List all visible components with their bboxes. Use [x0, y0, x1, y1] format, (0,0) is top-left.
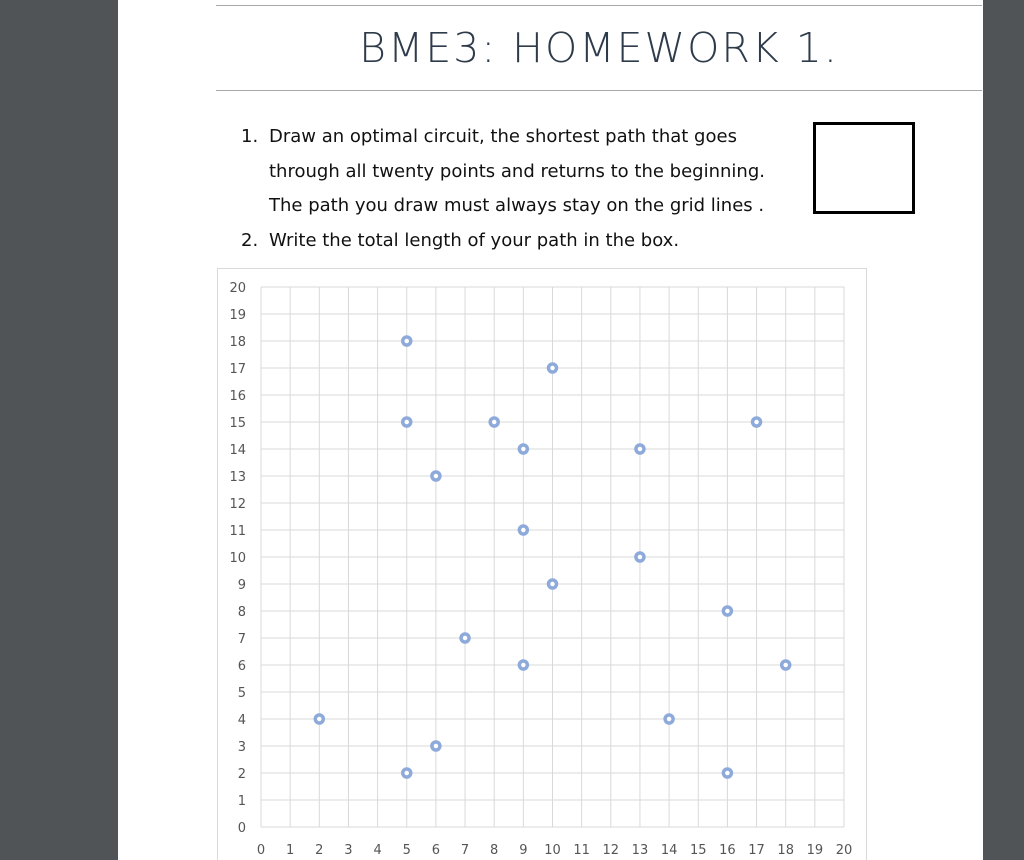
x-tick-label: 7: [460, 843, 470, 858]
y-tick-label: 20: [229, 281, 246, 296]
x-tick-label: 20: [835, 843, 853, 858]
y-tick-label: 3: [237, 740, 246, 755]
x-tick-label: 15: [689, 843, 707, 858]
x-tick-label: 16: [719, 843, 736, 858]
y-tick-label: 12: [229, 497, 246, 512]
data-point: [490, 418, 498, 426]
data-point: [636, 445, 644, 453]
instruction-number: 1.: [241, 126, 259, 147]
data-point: [403, 337, 411, 345]
data-point: [403, 418, 411, 426]
x-tick-label: 11: [573, 843, 590, 858]
y-tick-label: 19: [229, 308, 246, 323]
data-point: [549, 580, 557, 588]
y-tick-label: 11: [229, 524, 246, 539]
instructions-list: [241, 120, 801, 258]
page-title: BME3: HOMEWORK 1.: [359, 24, 839, 72]
scatter-chart: [218, 269, 866, 860]
data-point: [519, 526, 527, 534]
x-tick-label: 4: [373, 843, 382, 858]
x-tick-label: 3: [344, 843, 353, 858]
y-tick-label: 5: [237, 686, 246, 701]
y-tick-label: 8: [237, 605, 246, 620]
instruction-item: [241, 224, 801, 259]
x-tick-label: 1: [286, 843, 295, 858]
x-tick-label: 6: [431, 843, 441, 858]
document-page: [118, 0, 983, 860]
y-tick-label: 18: [229, 335, 246, 350]
y-tick-label: 10: [229, 551, 246, 566]
data-point: [549, 364, 557, 372]
y-tick-label: 9: [237, 578, 246, 593]
y-tick-label: 4: [237, 713, 246, 728]
title-top-rule: [216, 5, 982, 6]
x-tick-label: 9: [519, 843, 528, 858]
y-tick-label: 6: [237, 659, 246, 674]
y-tick-label: 15: [229, 416, 246, 431]
y-tick-label: 0: [237, 821, 246, 836]
data-point: [636, 553, 644, 561]
x-tick-label: 17: [748, 843, 765, 858]
data-point: [315, 715, 323, 723]
x-tick-label: 19: [806, 843, 824, 858]
data-point: [432, 742, 440, 750]
y-tick-label: 1: [237, 794, 246, 809]
data-point: [723, 607, 731, 615]
y-tick-label: 2: [237, 767, 246, 782]
x-tick-label: 12: [602, 843, 620, 858]
instruction-text: Write the total length of your path in the box.: [269, 229, 680, 251]
y-tick-label: 17: [229, 362, 246, 377]
answer-box[interactable]: [813, 122, 915, 214]
data-point: [519, 661, 527, 669]
instruction-item: [241, 120, 801, 224]
x-tick-label: 14: [660, 843, 678, 858]
data-point: [723, 769, 731, 777]
data-point: [519, 445, 527, 453]
title-bottom-rule: [216, 90, 982, 91]
y-tick-label: 16: [229, 389, 246, 404]
instruction-text: Draw an optimal circuit, the shortest path that goes through all twenty points and returns to the beginning. The path you draw must always stay on the grid lines .: [269, 126, 765, 216]
instruction-number: 2.: [241, 229, 259, 251]
y-tick-label: 13: [229, 470, 246, 485]
x-tick-label: 5: [402, 843, 411, 858]
y-tick-label: 14: [229, 443, 246, 458]
data-point: [753, 418, 761, 426]
chart-area: [217, 268, 867, 860]
data-point: [461, 634, 469, 642]
data-point: [432, 472, 440, 480]
x-tick-label: 2: [315, 843, 324, 858]
x-tick-label: 10: [544, 843, 561, 858]
data-point: [665, 715, 673, 723]
data-point: [782, 661, 790, 669]
x-tick-label: 18: [777, 843, 794, 858]
x-tick-label: 13: [631, 843, 649, 858]
data-point: [403, 769, 411, 777]
x-tick-label: 0: [256, 843, 266, 858]
x-tick-label: 8: [490, 843, 499, 858]
y-tick-label: 7: [237, 632, 246, 647]
